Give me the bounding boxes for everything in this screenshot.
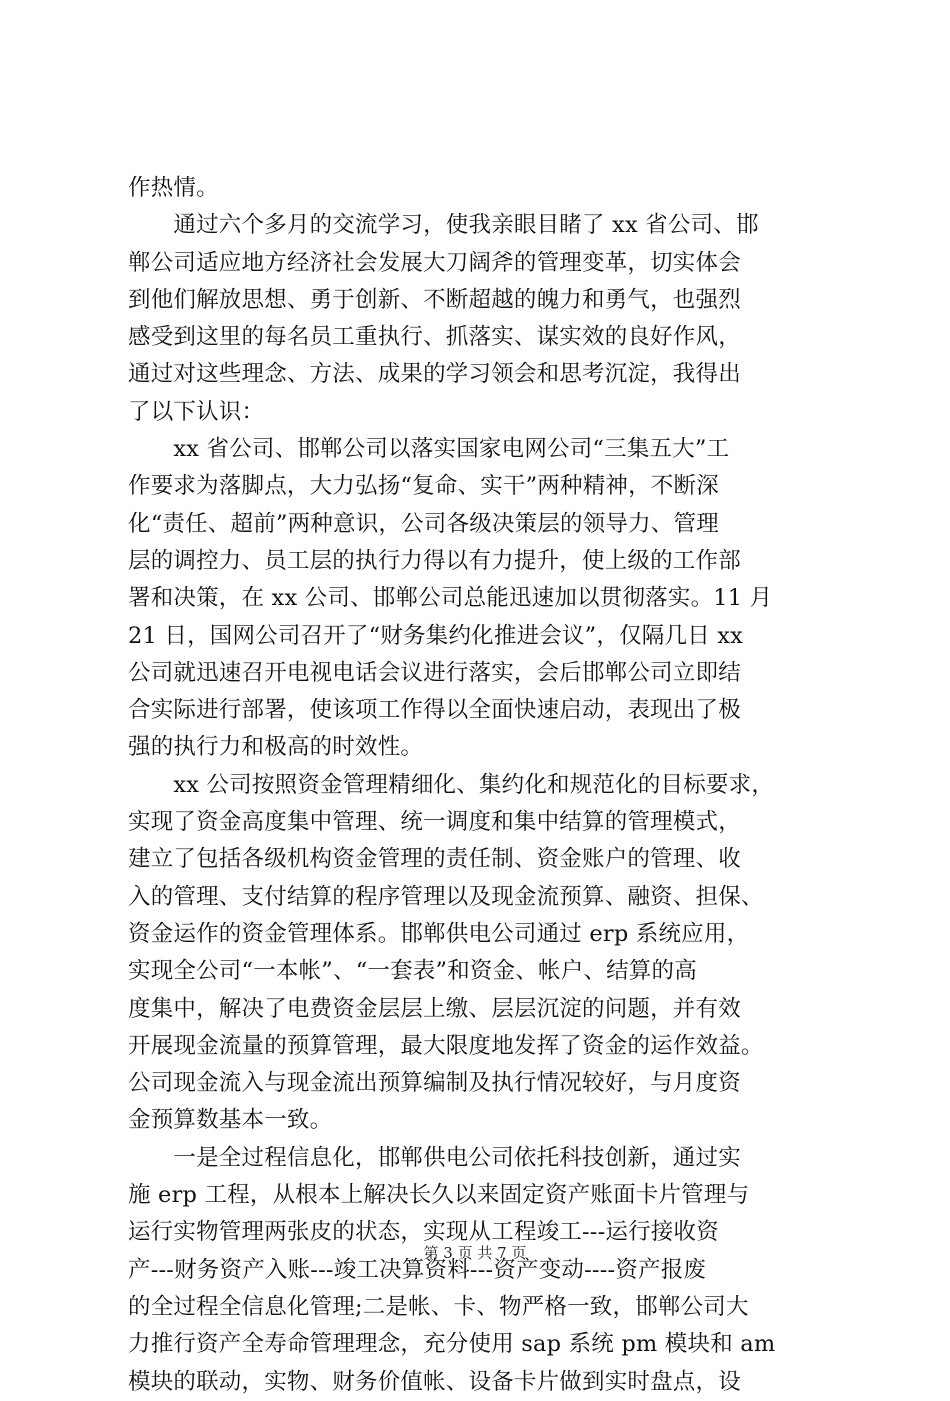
text-line: 21 日，国网公司召开了“财务集约化推进会议”，仅隔几日 xx <box>128 622 744 649</box>
text-line: 一是全过程信息化，邯郸供电公司依托科技创新，通过实 <box>128 1144 741 1171</box>
text-line: 了以下认识： <box>128 398 265 425</box>
text-line: 署和决策，在 xx 公司、邯郸公司总能迅速加以贯彻落实。11 月 <box>128 585 773 612</box>
text-line: xx 公司按照资金管理精细化、集约化和规范化的目标要求， <box>128 771 775 798</box>
text-line: 度集中，解决了电费资金层层上缴、层层沉淀的问题，并有效 <box>128 995 741 1022</box>
text-line: 通过六个多月的交流学习，使我亲眼目睹了 xx 省公司、邯 <box>128 212 759 239</box>
text-line: 运行实物管理两张皮的状态，实现从工程竣工---运行接收资 <box>128 1219 719 1246</box>
text-line: 建立了包括各级机构资金管理的责任制、资金账户的管理、收 <box>128 846 741 873</box>
text-line: 力推行资产全寿命管理理念，充分使用 sap 系统 pm 模块和 am <box>128 1331 776 1358</box>
text-line: 强的执行力和极高的时效性。 <box>128 734 424 761</box>
text-line: 到他们解放思想、勇于创新、不断超越的魄力和勇气，也强烈 <box>128 286 741 313</box>
text-line: 模块的联动，实物、财务价值帐、设备卡片做到实时盘点，设 <box>128 1368 741 1395</box>
text-line: 金预算数基本一致。 <box>128 1107 333 1134</box>
text-line: 通过对这些理念、方法、成果的学习领会和思考沉淀，我得出 <box>128 361 741 388</box>
text-line: 实现了资金高度集中管理、统一调度和集中结算的管理模式， <box>128 809 741 836</box>
text-line: 作热情。 <box>128 175 219 201</box>
document-body <box>128 170 828 1401</box>
text-line: 公司现金流入与现金流出预算编制及执行情况较好，与月度资 <box>128 1070 741 1097</box>
text-line: 资金运作的资金管理体系。邯郸供电公司通过 erp 系统应用， <box>128 920 750 947</box>
text-line: 感受到这里的每名员工重执行、抓落实、谋实效的良好作风， <box>128 324 741 351</box>
text-line: 公司就迅速召开电视电话会议进行落实，会后邯郸公司立即结 <box>128 659 741 686</box>
text-line: xx 省公司、邯郸公司以落实国家电网公司“三集五大”工 <box>128 436 730 463</box>
text-line: 入的管理、支付结算的程序管理以及现金流预算、融资、担保、 <box>128 883 764 910</box>
text-line: 化“责任、超前”两种意识，公司各级决策层的领导力、管理 <box>128 510 719 537</box>
text-line: 开展现金流量的预算管理，最大限度地发挥了资金的运作效益。 <box>128 1032 764 1059</box>
text-line: 施 erp 工程，从根本上解决长久以来固定资产账面卡片管理与 <box>128 1182 750 1209</box>
text-line: 郸公司适应地方经济社会发展大刀阔斧的管理变革，切实体会 <box>128 249 741 276</box>
page-footer: 第 3 页 共 7 页 <box>423 1244 527 1262</box>
text-line: 层的调控力、员工层的执行力得以有力提升，使上级的工作部 <box>128 547 741 574</box>
text-line: 实现全公司“一本帐”、“一套表”和资金、帐户、结算的高 <box>128 958 697 985</box>
text-line: 合实际进行部署，使该项工作得以全面快速启动，表现出了极 <box>128 697 741 724</box>
text-line: 作要求为落脚点，大力弘扬“复命、实干”两种精神，不断深 <box>128 473 719 500</box>
text-line: 产---财务资产入账---竣工决算资料---资产变动----资产报废 <box>128 1256 707 1283</box>
text-line: 的全过程全信息化管理;二是帐、卡、物严格一致，邯郸公司大 <box>128 1293 749 1320</box>
